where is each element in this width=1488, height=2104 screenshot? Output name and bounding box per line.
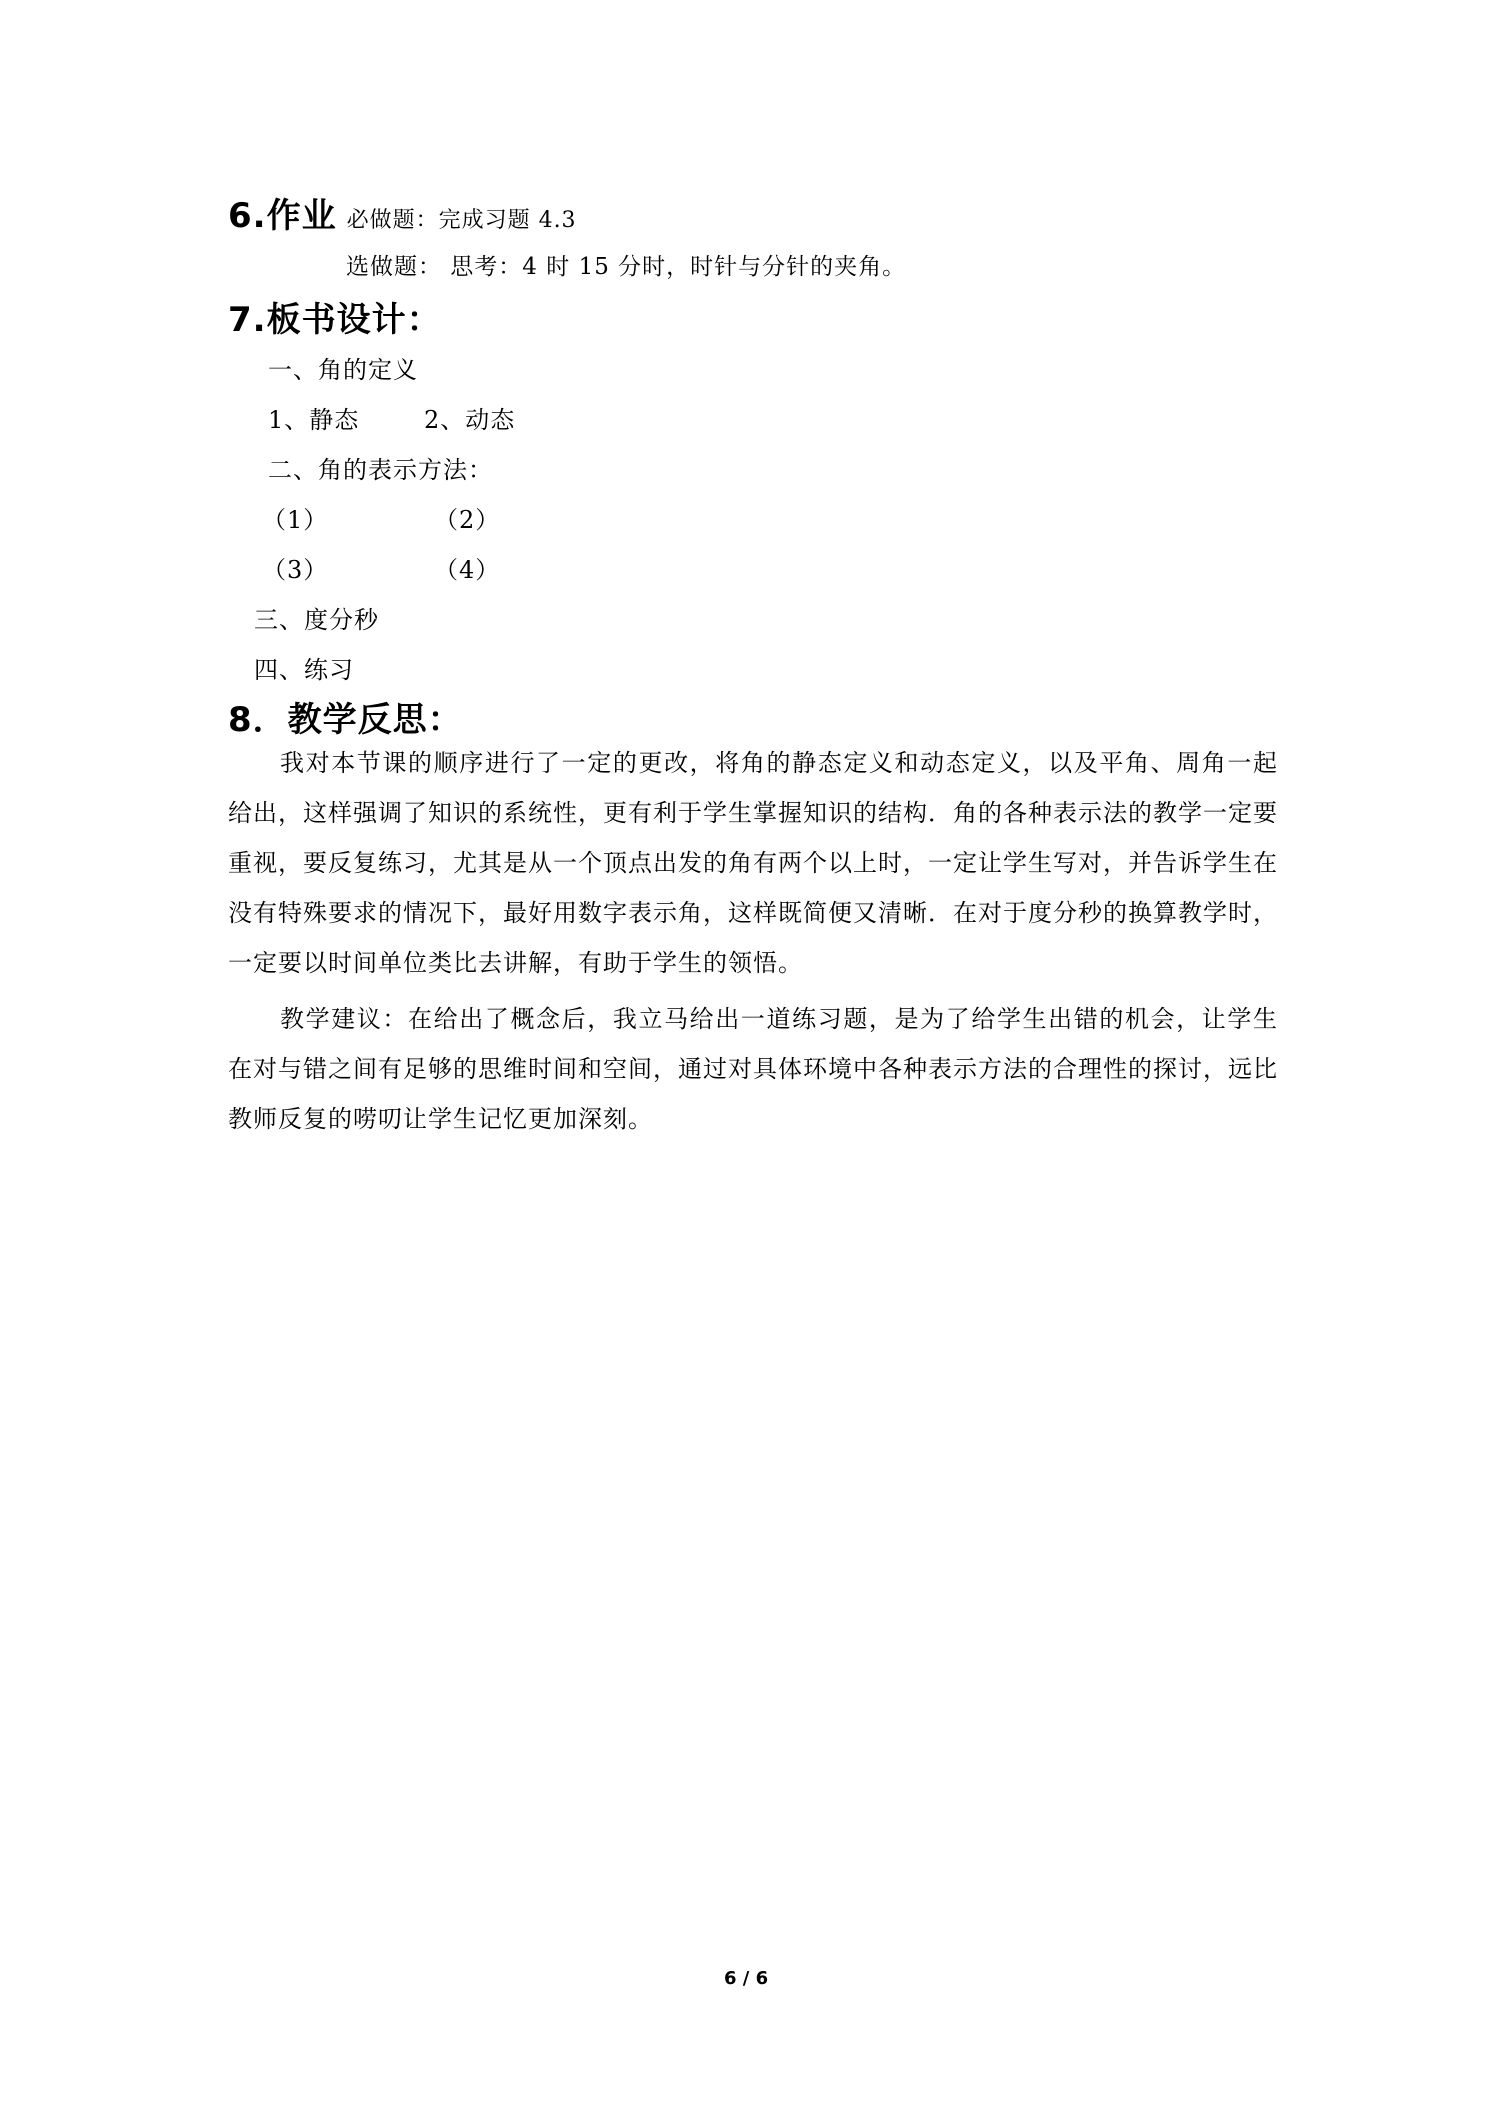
homework-heading: 6.作业 — [228, 196, 337, 236]
board-item-angle-notation: 二、角的表示方法： — [268, 456, 493, 484]
board-item-dynamic: 2、动态 — [424, 406, 516, 434]
reflection-paragraph-2: 教学建议：在给出了概念后，我立马给出一道练习题，是为了给学生出错的机会，让学生在对与错之间有足够的思维时间和空间，通过对具体环境中各种表示方法的合理性的探讨，远比教师反复的唠叨让学生记忆更加深刻。 — [228, 1005, 1278, 1133]
board-item-static: 1、静态 — [268, 406, 360, 434]
board-item-notation-3: （3） — [262, 556, 329, 584]
reflection-heading: 8．教学反思： — [228, 700, 463, 740]
reflection-paragraph-1: 我对本节课的顺序进行了一定的更改，将角的静态定义和动态定义，以及平角、周角一起给出，这样强调了知识的系统性，更有利于学生掌握知识的结构．角的各种表示法的教学一定要重视，要反复练习，尤其是从一个顶点出发的角有两个以上时，一定让学生写对，并告诉学生在没有特殊要求的情况下，最好用数字表示角，这样既简便又清晰．在对于度分秒的换算教学时，一定要以时间单位类比去讲解，有助于学生的领悟。 — [228, 749, 1278, 977]
homework-section — [228, 188, 577, 237]
homework-required: 必做题：完成习题 4.3 — [346, 208, 577, 233]
board-item-notation-4: （4） — [434, 556, 501, 584]
board-item-angle-definition: 一、角的定义 — [268, 356, 418, 384]
board-item-notation-2: （2） — [434, 506, 501, 534]
page-number: 6 / 6 — [724, 1968, 769, 1989]
board-design-heading: 7.板书设计： — [228, 300, 442, 340]
board-item-practice: 四、练习 — [254, 656, 354, 684]
board-item-notation-1: （1） — [262, 506, 329, 534]
homework-optional: 选做题： 思考：4 时 15 分时，时针与分针的夹角。 — [346, 254, 907, 280]
board-item-degrees-minutes-seconds: 三、度分秒 — [254, 606, 379, 634]
